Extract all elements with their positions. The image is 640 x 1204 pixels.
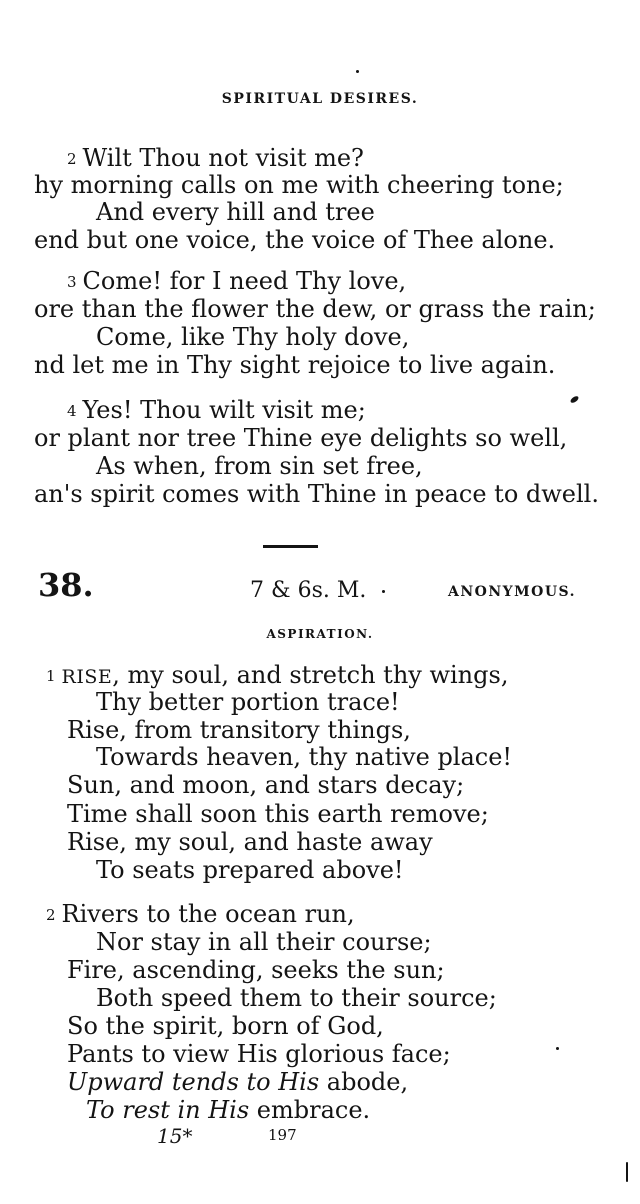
verse-line: Sun, and moon, and stars decay;	[67, 771, 465, 799]
print-speck	[626, 1162, 628, 1182]
verse-line: 2 Wilt Thou not visit me?	[67, 144, 364, 172]
verse-line: Nor stay in all their course;	[96, 928, 432, 956]
print-speck	[569, 395, 579, 404]
verse-line: Thy better portion trace!	[96, 688, 400, 716]
hymn-title: ASPIRATION.	[266, 627, 374, 641]
verse-number: 3	[67, 273, 77, 291]
verse-line: hy morning calls on me with cheering tone;	[34, 171, 564, 199]
verse-line: ore than the flower the dew, or grass the rain;	[34, 295, 596, 323]
verse-line: Rise, from transitory things,	[67, 716, 411, 744]
page-number: 197	[268, 1126, 297, 1144]
verse-line: To rest in His embrace.	[86, 1096, 371, 1124]
verse-line: Come, like Thy holy dove,	[96, 323, 410, 351]
hymn-author: ANONYMOUS.	[448, 584, 577, 600]
verse-line: 1 RISE, my soul, and stretch thy wings,	[46, 661, 509, 689]
verse-line: Time shall soon this earth remove;	[67, 800, 489, 828]
verse-number: 1	[46, 667, 56, 685]
verse-line: 4 Yes! Thou wilt visit me;	[67, 396, 366, 424]
verse-line: 2 Rivers to the ocean run,	[46, 900, 355, 928]
hymn-number: 38.	[38, 566, 94, 604]
verse-line: Rise, my soul, and haste away	[67, 828, 433, 856]
verse-line: Both speed them to their source;	[96, 984, 497, 1012]
hymn-meter: 7 & 6s. M.	[250, 578, 367, 603]
verse-line: So the spirit, born of God,	[67, 1012, 384, 1040]
verse-line: Fire, ascending, seeks the sun;	[67, 956, 445, 984]
verse-line: Towards heaven, thy native place!	[96, 743, 513, 771]
verse-line: Pants to view His glorious face;	[67, 1040, 451, 1068]
section-divider	[263, 545, 318, 548]
signature-mark: 15*	[157, 1124, 193, 1148]
verse-number: 4	[67, 402, 77, 420]
running-header: SPIRITUAL DESIRES.	[221, 91, 419, 107]
verse-number: 2	[46, 906, 56, 924]
verse-line: To seats prepared above!	[96, 856, 404, 884]
print-speck	[356, 70, 359, 73]
verse-line: end but one voice, the voice of Thee alone.	[34, 226, 556, 254]
verse-line: an's spirit comes with Thine in peace to dwell.	[34, 480, 599, 508]
verse-line: As when, from sin set free,	[96, 452, 423, 480]
verse-line: 3 Come! for I need Thy love,	[67, 267, 407, 295]
verse-line: And every hill and tree	[96, 198, 375, 226]
print-speck	[556, 1047, 559, 1050]
verse-line: nd let me in Thy sight rejoice to live again.	[34, 351, 556, 379]
verse-line: or plant nor tree Thine eye delights so well,	[34, 424, 568, 452]
verse-line: Upward tends to His abode,	[67, 1068, 409, 1096]
verse-number: 2	[67, 150, 77, 168]
print-speck	[382, 590, 385, 593]
